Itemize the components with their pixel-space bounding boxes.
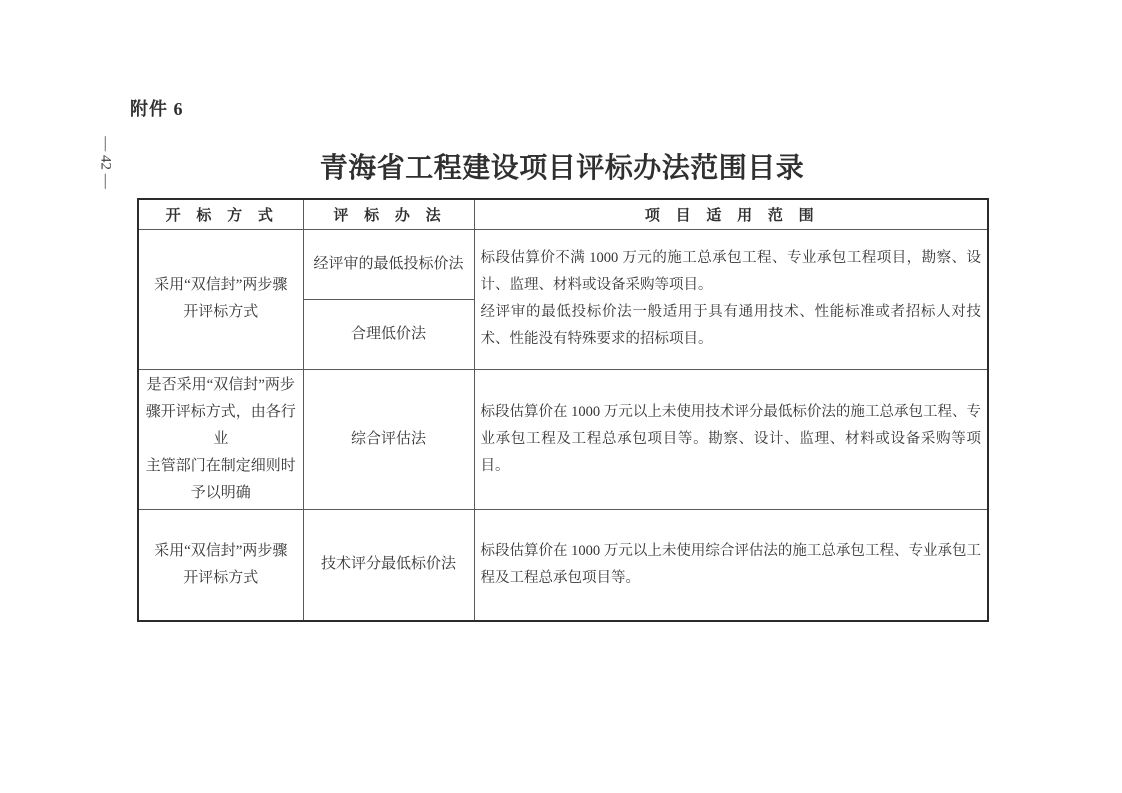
col-header-evaluation-method: 评 标 办 法 [303, 199, 474, 229]
col-header-open-method: 开 标 方 式 [138, 199, 303, 229]
document-title: 青海省工程建设项目评标办法范围目录 [319, 153, 805, 184]
page-number-vertical: — 42 — [97, 136, 114, 189]
cell-row1-open-method: 采用“双信封”两步骤 开评标方式 [138, 229, 303, 369]
col-header-scope: 项 目 适 用 范 围 [474, 199, 988, 229]
cell-row2-open-method: 是否采用“双信封”两步 骤开评标方式，由各行业 主管部门在制定细则时 予以明确 [138, 369, 303, 509]
evaluation-methods-table [137, 198, 989, 622]
cell-row1-scope [474, 229, 988, 369]
attachment-label: 附件 6 [130, 99, 184, 119]
table-row-2 [138, 369, 988, 509]
cell-row1-evaluation-method-lowest-bid: 经评审的最低投标价法 [303, 229, 474, 299]
cell-row1-scope-paragraph-2: 经评审的最低投标价法一般适用于具有通用技术、性能标准或者招标人对技术、性能没有特殊要求的招标项目。 [480, 304, 981, 347]
cell-row3-scope: 标段估算价在 1000 万元以上未使用综合评估法的施工总承包工程、专业承包工程及工程总承包项目等。 [474, 509, 988, 621]
cell-row2-scope: 标段估算价在 1000 万元以上未使用技术评分最低标价法的施工总承包工程、专业承包工程及工程总承包项目等。勘察、设计、监理、材料或设备采购等项目。 [474, 369, 988, 509]
table-row-1a [138, 229, 988, 299]
cell-row1-evaluation-method-reasonable-low-price: 合理低价法 [303, 299, 474, 369]
cell-row3-evaluation-method: 技术评分最低标价法 [303, 509, 474, 621]
cell-row1-scope-paragraph-1: 标段估算价不满 1000 万元的施工总承包工程、专业承包工程项目，勘察、设计、监理、材料或设备采购等项目。 [480, 250, 981, 293]
cell-row2-evaluation-method: 综合评估法 [303, 369, 474, 509]
cell-row3-open-method: 采用“双信封”两步骤 开评标方式 [138, 509, 303, 621]
table-row-3 [138, 509, 988, 621]
table-header-row [138, 199, 988, 229]
